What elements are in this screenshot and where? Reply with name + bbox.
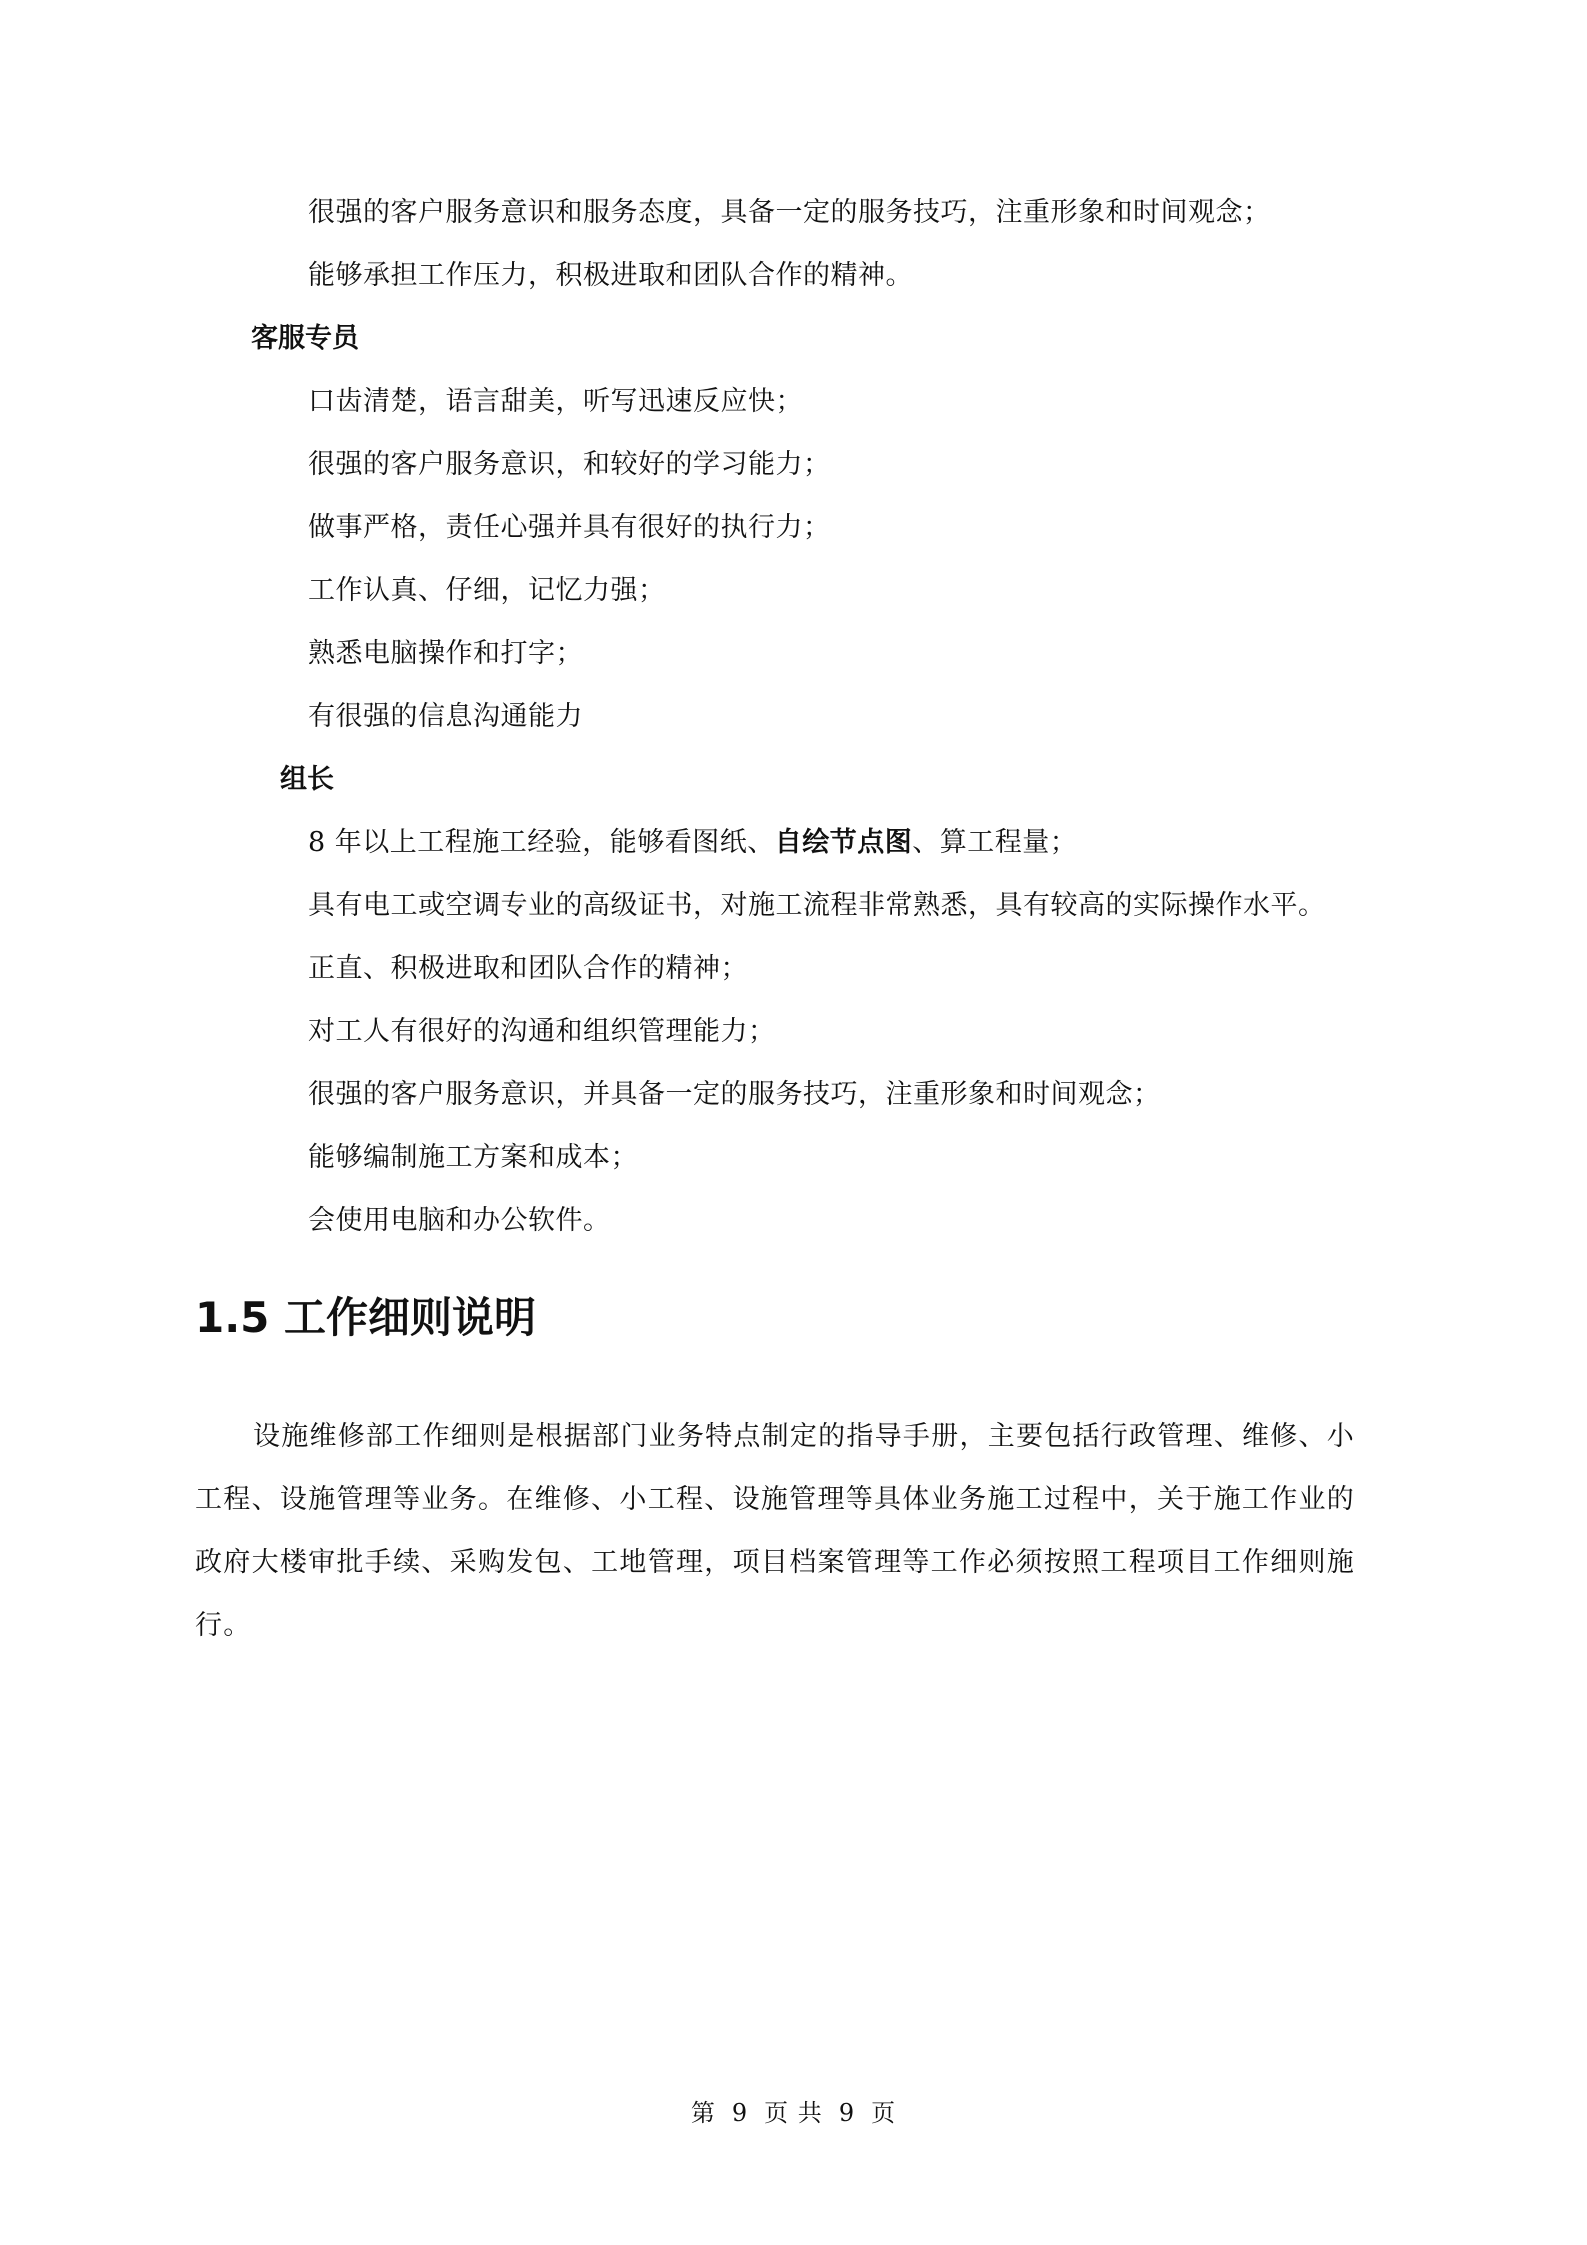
list-item-bold-text: 自绘节点图 xyxy=(774,827,913,858)
list-item: 熟悉电脑操作和打字； xyxy=(308,638,583,669)
customer-service-heading: 客服专员 xyxy=(251,323,359,354)
list-item: 有很强的信息沟通能力 xyxy=(308,701,583,732)
list-item: 正直、积极进取和团队合作的精神； xyxy=(308,953,748,984)
list-item-text: 、算工程量； xyxy=(912,827,1078,858)
intro-line: 能够承担工作压力，积极进取和团队合作的精神。 xyxy=(308,260,913,291)
footer-current-page: 9 xyxy=(731,2099,749,2127)
list-item: 很强的客户服务意识，和较好的学习能力； xyxy=(308,449,831,480)
list-item-text: 8 年以上工程施工经验，能够看图纸、 xyxy=(308,827,775,858)
intro-line: 很强的客户服务意识和服务态度，具备一定的服务技巧，注重形象和时间观念； xyxy=(308,197,1271,228)
list-item: 做事严格，责任心强并具有很好的执行力； xyxy=(308,512,831,543)
list-item: 对工人有很好的沟通和组织管理能力； xyxy=(308,1016,776,1047)
footer-label: 页 xyxy=(871,2099,897,2127)
footer-total-pages: 9 xyxy=(838,2099,856,2127)
list-item: 口齿清楚，语言甜美，听写迅速反应快； xyxy=(308,386,803,417)
team-leader-heading: 组长 xyxy=(280,764,334,795)
list-item: 能够编制施工方案和成本； xyxy=(308,1142,638,1173)
list-item: 工作认真、仔细，记忆力强； xyxy=(308,575,666,606)
page-footer xyxy=(0,2098,1587,2128)
footer-label: 页 共 xyxy=(764,2099,823,2127)
footer-label: 第 xyxy=(690,2099,716,2127)
list-item xyxy=(308,826,1077,860)
list-item: 具有电工或空调专业的高级证书，对施工流程非常熟悉，具有较高的实际操作水平。 xyxy=(308,890,1326,921)
section-heading: 1.5 工作细则说明 xyxy=(195,1293,537,1342)
list-item: 会使用电脑和办公软件。 xyxy=(308,1205,611,1236)
section-paragraph: 设施维修部工作细则是根据部门业务特点制定的指导手册，主要包括行政管理、维修、小工程、设施管理等业务。在维修、小工程、设施管理等具体业务施工过程中，关于施工作业的政府大楼审批手续、采购发包、工地管理，项目档案管理等工作必须按照工程项目工作细则施行。 xyxy=(195,1421,1355,1641)
list-item: 很强的客户服务意识，并具备一定的服务技巧，注重形象和时间观念； xyxy=(308,1079,1161,1110)
